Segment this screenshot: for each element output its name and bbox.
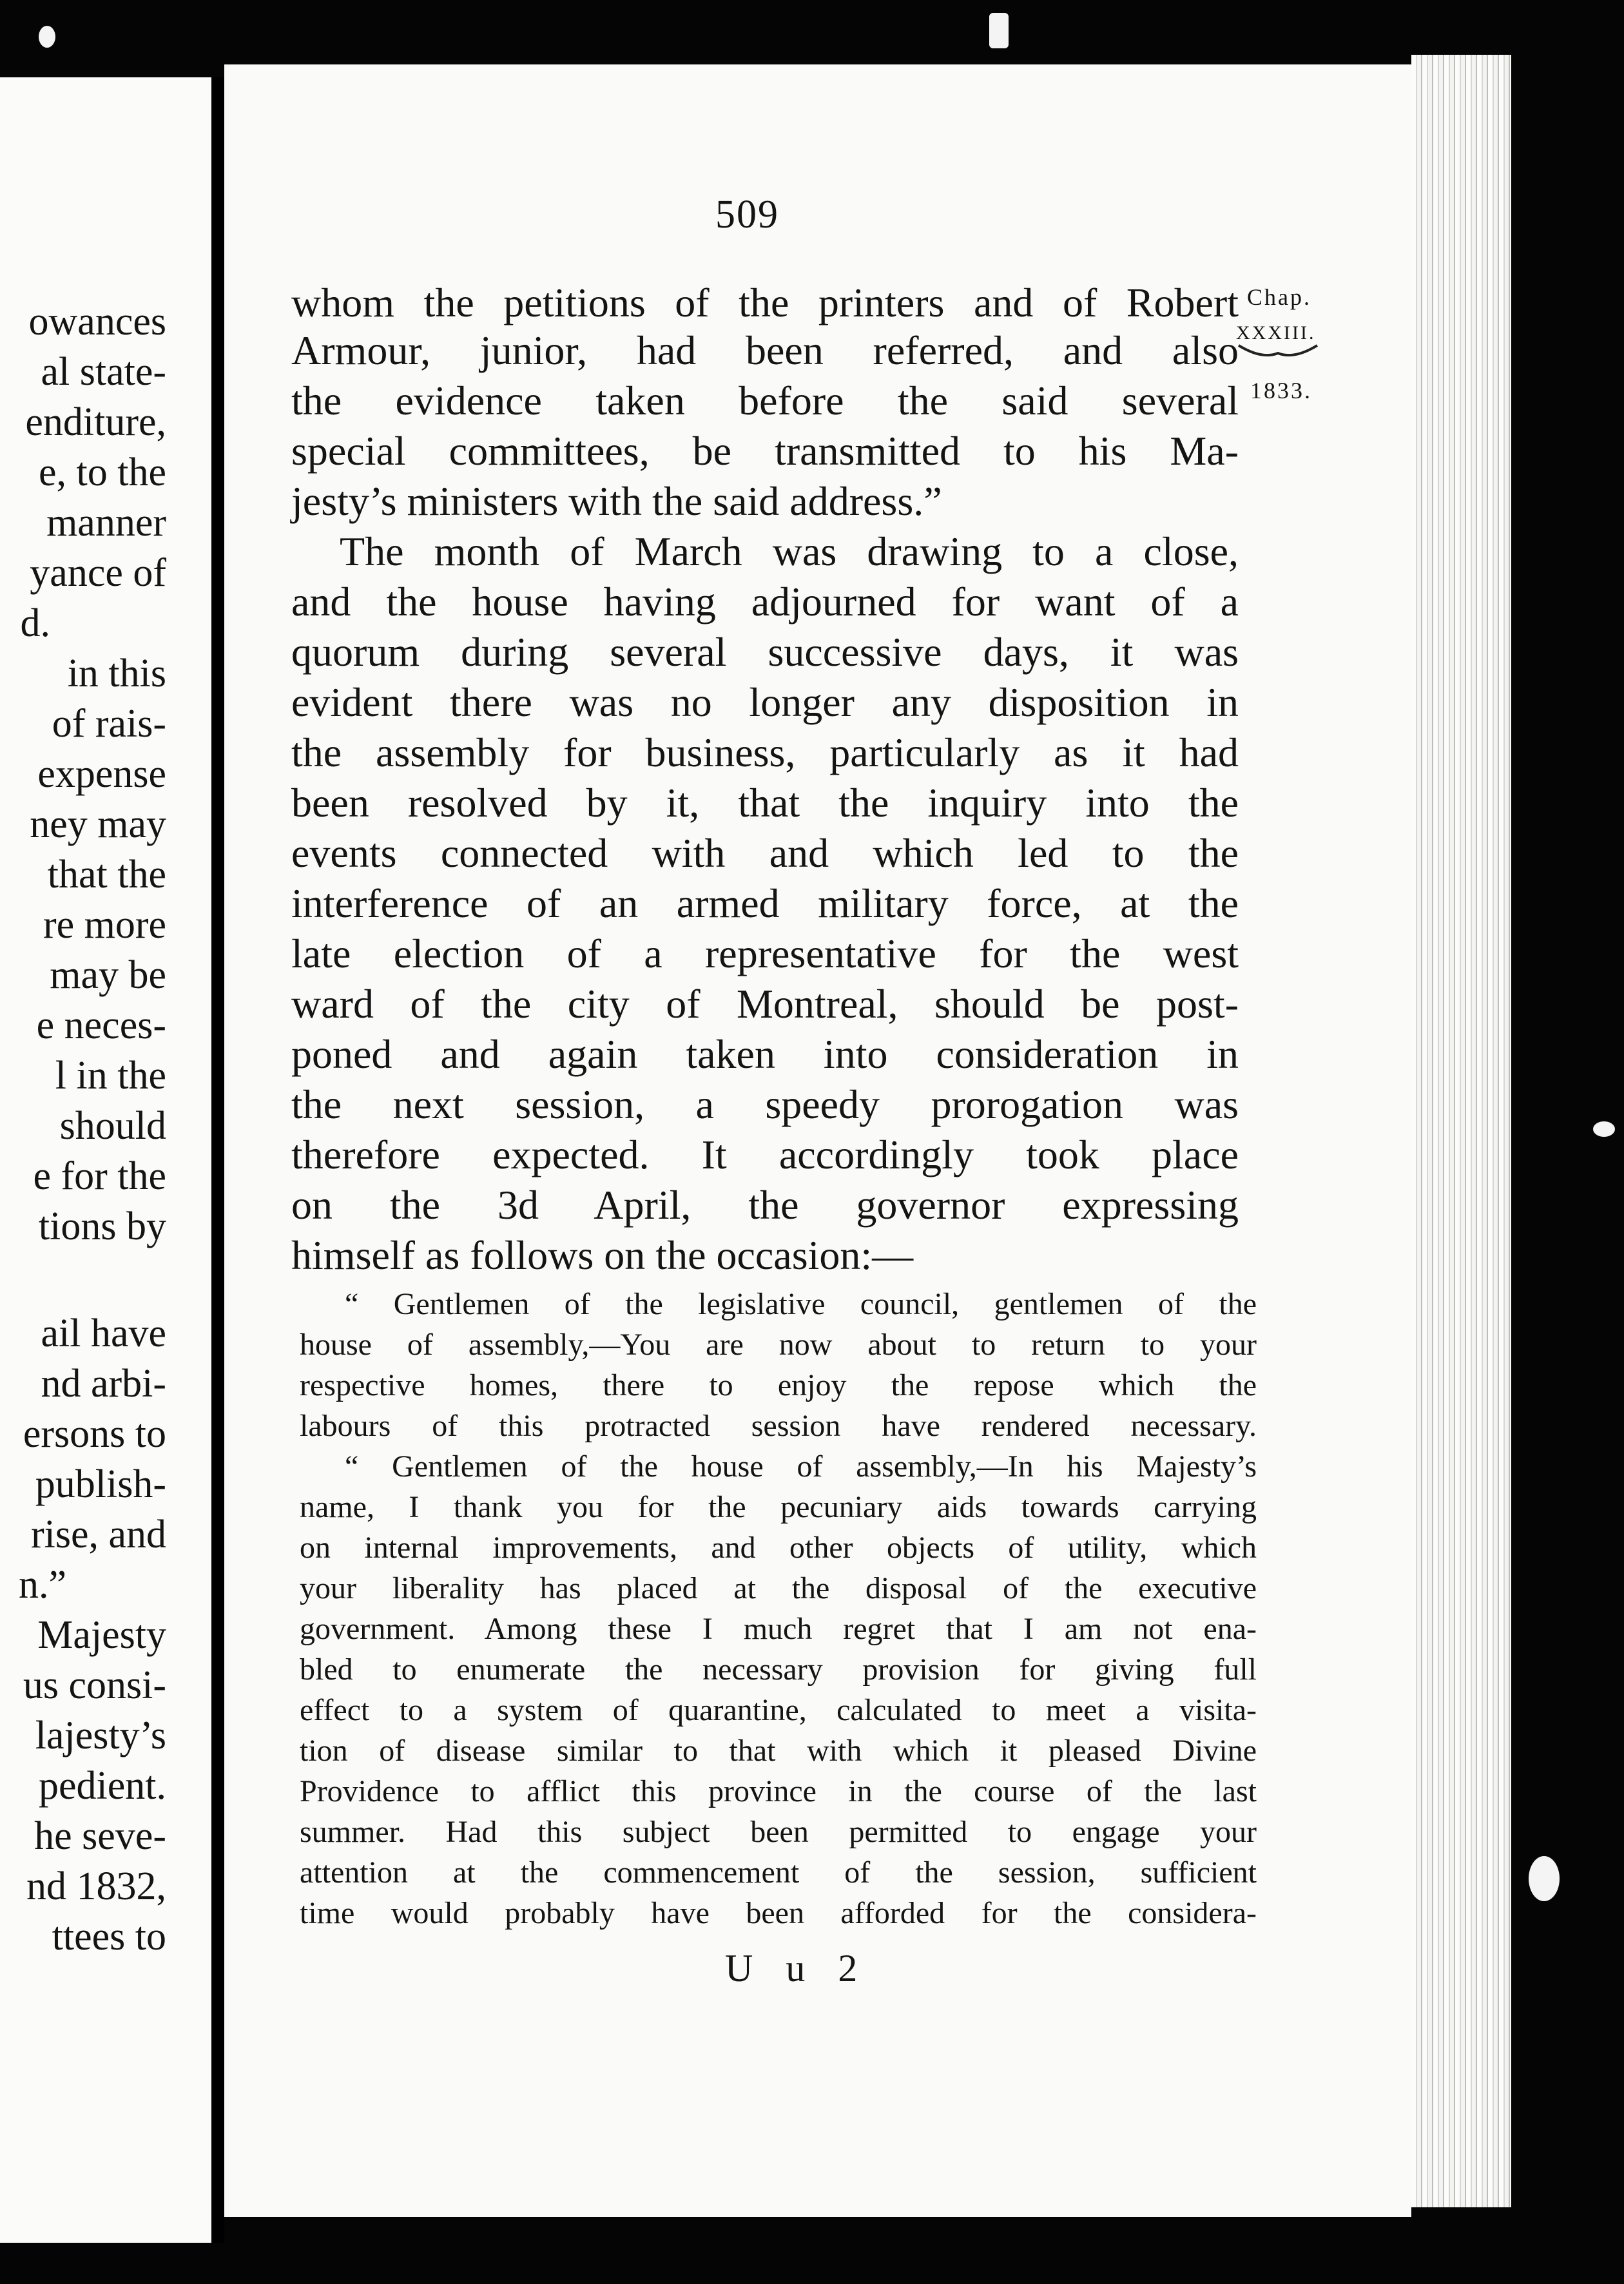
body-text-line: jesty’s ministers with the said address.” (291, 478, 942, 524)
left-page-line: of rais- (52, 702, 166, 746)
margin-note-year: 1833. (1250, 378, 1312, 403)
body-text-line: the assembly for business, particularly as it had (291, 730, 1239, 775)
body-text-line: whom the petitions of the printers and of Robert (291, 280, 1239, 325)
quote-text-line: attention at the commencement of the session, sufficient (300, 1855, 1257, 1890)
quote-text-line: labours of this protracted session have rendered necessary. (300, 1409, 1257, 1443)
left-page-line: tions by (38, 1205, 166, 1248)
left-page-line: n.” (18, 1563, 66, 1607)
left-page-line: lajesty’s (35, 1714, 166, 1757)
body-text-line: special committees, be transmitted to his Ma- (291, 428, 1239, 474)
left-page-line: e for the (33, 1154, 166, 1198)
body-text-line: and the house having adjourned for want of a (291, 579, 1239, 624)
quote-text-line: tion of disease similar to that with which it pleased Divine (300, 1734, 1257, 1768)
left-page-line: e neces- (36, 1003, 166, 1047)
quote-text-line: name, I thank you for the pecuniary aids towards carrying (300, 1490, 1257, 1524)
body-text-line: quorum during several successive days, it was (291, 629, 1239, 675)
left-page-line: yance of (30, 551, 166, 595)
left-page-line: re more (43, 903, 166, 947)
left-page-line: nd arbi- (41, 1362, 166, 1406)
quote-text-line: respective homes, there to enjoy the repose which the (300, 1368, 1257, 1402)
scan-speck (1529, 1856, 1560, 1901)
quote-text-line: your liberality has placed at the disposal of the executive (300, 1571, 1257, 1605)
margin-note-chapter: Chap. (1247, 284, 1311, 310)
page-number: 509 (715, 193, 779, 237)
quote-text-line: effect to a system of quarantine, calculated to meet a visita- (300, 1693, 1257, 1727)
margin-note-numeral: XXXIII. (1236, 322, 1316, 344)
left-page-line: manner (46, 501, 166, 545)
body-text-line: evident there was no longer any disposition in (291, 679, 1239, 725)
left-page-line: he seve- (34, 1814, 166, 1858)
left-page-line: e, to the (39, 450, 166, 494)
signature-mark: U u 2 (725, 1947, 869, 1989)
quote-text-line: “ Gentlemen of the house of assembly,—In his Majesty’s (345, 1449, 1257, 1484)
left-page-line: ail have (41, 1311, 166, 1355)
left-page-line: publish- (35, 1462, 166, 1506)
left-page-line: d. (20, 601, 50, 645)
left-page-line: in this (67, 652, 166, 695)
body-text-line: Armour, junior, had been referred, and also (291, 327, 1239, 373)
left-page (0, 77, 211, 2243)
left-page-line: owances (28, 300, 166, 344)
margin-note-brace (1236, 340, 1320, 366)
quote-text-line: bled to enumerate the necessary provision for giving full (300, 1652, 1257, 1687)
quote-text-line: government. Among these I much regret that I am not ena- (300, 1612, 1257, 1646)
left-page-line: that the (47, 853, 166, 896)
page-edges (1411, 55, 1511, 2207)
body-text-line: events connected with and which led to the (291, 830, 1239, 876)
left-page-line: ney may (30, 802, 166, 846)
left-page-line: Majesty (37, 1613, 166, 1657)
left-page-line: enditure, (25, 400, 166, 444)
quote-text-line: house of assembly,—You are now about to return to your (300, 1328, 1257, 1362)
body-text-line: ward of the city of Montreal, should be post- (291, 981, 1239, 1027)
quote-text-line: summer. Had this subject been permitted to engage your (300, 1815, 1257, 1849)
body-text-line: himself as follows on the occasion:— (291, 1232, 914, 1278)
left-page-line: rise, and (30, 1513, 166, 1556)
body-text-line: interference of an armed military force, at the (291, 880, 1239, 926)
left-page-line: ersons to (23, 1412, 166, 1456)
left-page-line: expense (37, 752, 166, 796)
left-page-line: l in the (55, 1054, 166, 1098)
left-page-line: nd 1832, (26, 1864, 166, 1908)
body-text-line: therefore expected. It accordingly took place (291, 1132, 1239, 1177)
scan-speck (39, 26, 55, 48)
body-text-line: on the 3d April, the governor expressing (291, 1182, 1239, 1228)
body-text-line: The month of March was drawing to a close, (340, 528, 1239, 574)
quote-text-line: on internal improvements, and other objects of utility, which (300, 1531, 1257, 1565)
left-page-line: al state- (41, 350, 166, 394)
quote-text-line: time would probably have been afforded for the considera- (300, 1896, 1257, 1930)
body-text-line: the next session, a speedy prorogation was (291, 1081, 1239, 1127)
left-page-line: may be (50, 953, 166, 997)
body-text-line: poned and again taken into consideration in (291, 1031, 1239, 1077)
body-text-line: been resolved by it, that the inquiry into the (291, 780, 1239, 826)
body-text-line: late election of a representative for the west (291, 931, 1239, 976)
quote-text-line: Providence to afflict this province in the course of the last (300, 1774, 1257, 1808)
quote-text-line: “ Gentlemen of the legislative council, gentlemen of the (345, 1287, 1257, 1321)
body-text-line: the evidence taken before the said several (291, 378, 1239, 423)
left-page-line: ttees to (52, 1915, 166, 1959)
left-page-line: should (59, 1104, 166, 1148)
left-page-line: pedient. (39, 1764, 166, 1808)
book-gutter (213, 77, 224, 2243)
scan-speck (989, 13, 1009, 48)
scan-speck (1593, 1121, 1615, 1137)
left-page-line: us consi- (23, 1663, 166, 1707)
